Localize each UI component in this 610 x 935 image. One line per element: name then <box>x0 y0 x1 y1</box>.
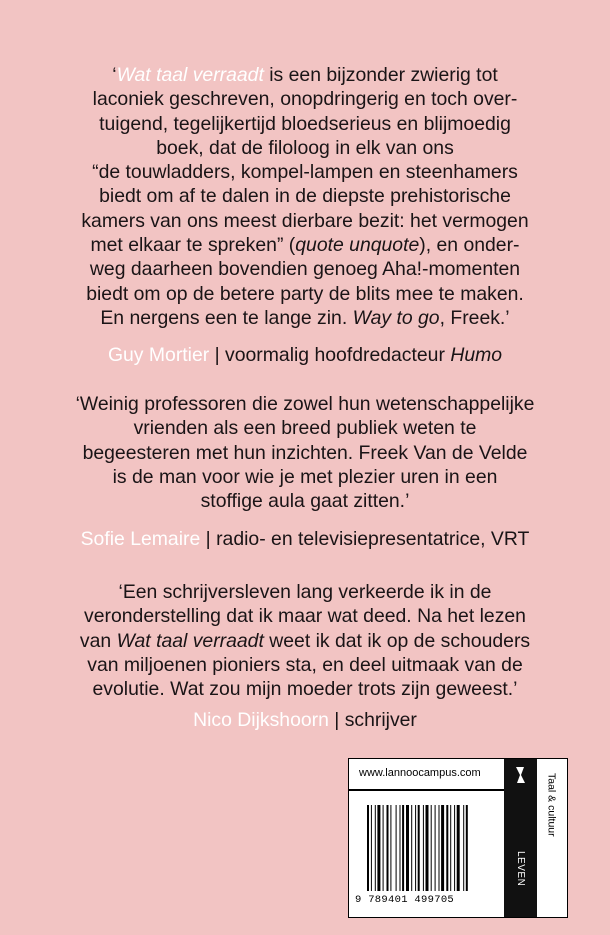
attribution-role-emphasis: Humo <box>450 344 503 366</box>
attribution-separator: | <box>328 709 345 731</box>
barcode-bar <box>396 805 397 891</box>
attribution-mortier <box>20 343 590 367</box>
lannoo-campus-logo-icon <box>512 765 529 785</box>
quote-emphasis: Way to go <box>352 306 440 329</box>
book-title: Wat taal verraadt <box>116 629 264 652</box>
quote-line: vrienden als een breed publiek weten te <box>133 417 477 440</box>
quote-line: biedt om op de betere party de blits mee te maken. <box>86 282 524 305</box>
barcode-bar <box>375 805 376 891</box>
barcode-bar <box>377 805 380 891</box>
barcode-bar <box>367 805 369 891</box>
barcode-bar <box>423 805 424 891</box>
series-label: LEVEN <box>515 851 526 887</box>
quote-line: En nergens een te lange zin. <box>100 306 353 329</box>
quote-dijkshoorn <box>40 580 570 701</box>
quote-line: ), en onder- <box>419 234 520 257</box>
attribution-separator: | <box>209 344 226 366</box>
quote-line: biedt om af te dalen in de diepste prehistorische <box>99 185 511 208</box>
quote-line: met elkaar te spreken” ( <box>90 234 296 257</box>
quote-line: is een bijzonder zwierig tot <box>263 64 498 86</box>
barcode-bar <box>441 805 444 891</box>
barcode-bar <box>415 805 416 891</box>
barcode-bar <box>400 805 401 891</box>
barcode-bar <box>435 805 436 891</box>
quote-line: boek, dat de filoloog in elk van ons <box>156 136 454 159</box>
book-title: Wat taal verraadt <box>116 64 264 86</box>
barcode-bar <box>406 805 409 891</box>
barcode-panel <box>348 758 568 918</box>
quote-line: stoffige aula gaat zitten.’ <box>200 490 410 513</box>
quote-line: evolutie. Wat zou mijn moeder trots zijn geweest.’ <box>92 678 518 701</box>
barcode-bar <box>446 805 448 891</box>
quote-mortier <box>40 63 570 330</box>
isbn-number: 9 789401 499705 <box>355 894 455 906</box>
barcode-bar <box>371 805 372 891</box>
quote-open-mark: ‘ <box>112 64 117 86</box>
quote-line: , Freek.’ <box>439 306 510 329</box>
barcode-bar <box>439 805 440 891</box>
barcode-bar <box>402 805 404 891</box>
publisher-url: www.lannoocampus.com <box>359 767 481 779</box>
attribution-role: voormalig hoofdredacteur <box>225 344 451 366</box>
barcode-bar <box>418 805 420 891</box>
barcode-bar <box>431 805 432 891</box>
divider <box>349 789 504 791</box>
attribution-dijkshoorn <box>20 708 590 732</box>
barcode-bar <box>411 805 412 891</box>
quote-line: tuigend, tegelijkertijd bloedserieus en blijmoedig <box>99 112 511 135</box>
quote-emphasis: quote unquote <box>295 234 420 257</box>
attribution-separator: | <box>200 528 217 550</box>
quote-line: is de man voor wie je met plezier uren in een <box>112 465 498 488</box>
barcode-bar <box>387 805 389 891</box>
quote-line: van miljoenen pioniers sta, en deel uitmaak van de <box>87 653 523 676</box>
category-label: Taal & cultuur <box>545 773 558 837</box>
quote-line: “de touwladders, kompel-lampen en steenhamers <box>92 161 518 184</box>
attribution-name: Sofie Lemaire <box>80 528 201 550</box>
quote-line: kamers van ons meest dierbare bezit: het vermogen <box>81 209 529 232</box>
attribution-role: radio- en televisiepresentatrice, VRT <box>216 528 530 550</box>
attribution-name: Guy Mortier <box>107 344 210 366</box>
barcode <box>367 805 495 891</box>
barcode-bar <box>426 805 429 891</box>
barcode-bar <box>457 805 460 891</box>
barcode-bar <box>383 805 384 891</box>
quote-line: begeesteren met hun inzichten. Freek Van de Velde <box>82 441 528 464</box>
quote-line: ‘Een schrijversleven lang verkeerde ik in de <box>118 581 492 603</box>
attribution-name: Nico Dijkshoorn <box>193 709 329 731</box>
series-column <box>504 759 537 917</box>
barcode-bar <box>466 805 468 891</box>
quote-line: weg daarheen bovendien genoeg Aha!-momenten <box>89 258 521 281</box>
quote-line: weet ik dat ik op de schouders <box>263 629 531 652</box>
attribution-role: schrijver <box>344 709 417 731</box>
quote-line: veronderstelling dat ik maar wat deed. Na het lezen <box>84 605 526 628</box>
barcode-bar <box>450 805 451 891</box>
quote-line: van <box>79 629 117 652</box>
quote-line: laconiek geschreven, onopdringerig en toch over- <box>92 88 518 111</box>
quote-line: ‘Weinig professoren die zowel hun wetenschappelijke <box>75 393 535 415</box>
barcode-bar <box>454 805 455 891</box>
quote-lemaire <box>40 392 570 513</box>
barcode-bar <box>463 805 464 891</box>
attribution-lemaire <box>20 527 590 551</box>
barcode-bar <box>390 805 391 891</box>
category-column <box>537 759 566 917</box>
